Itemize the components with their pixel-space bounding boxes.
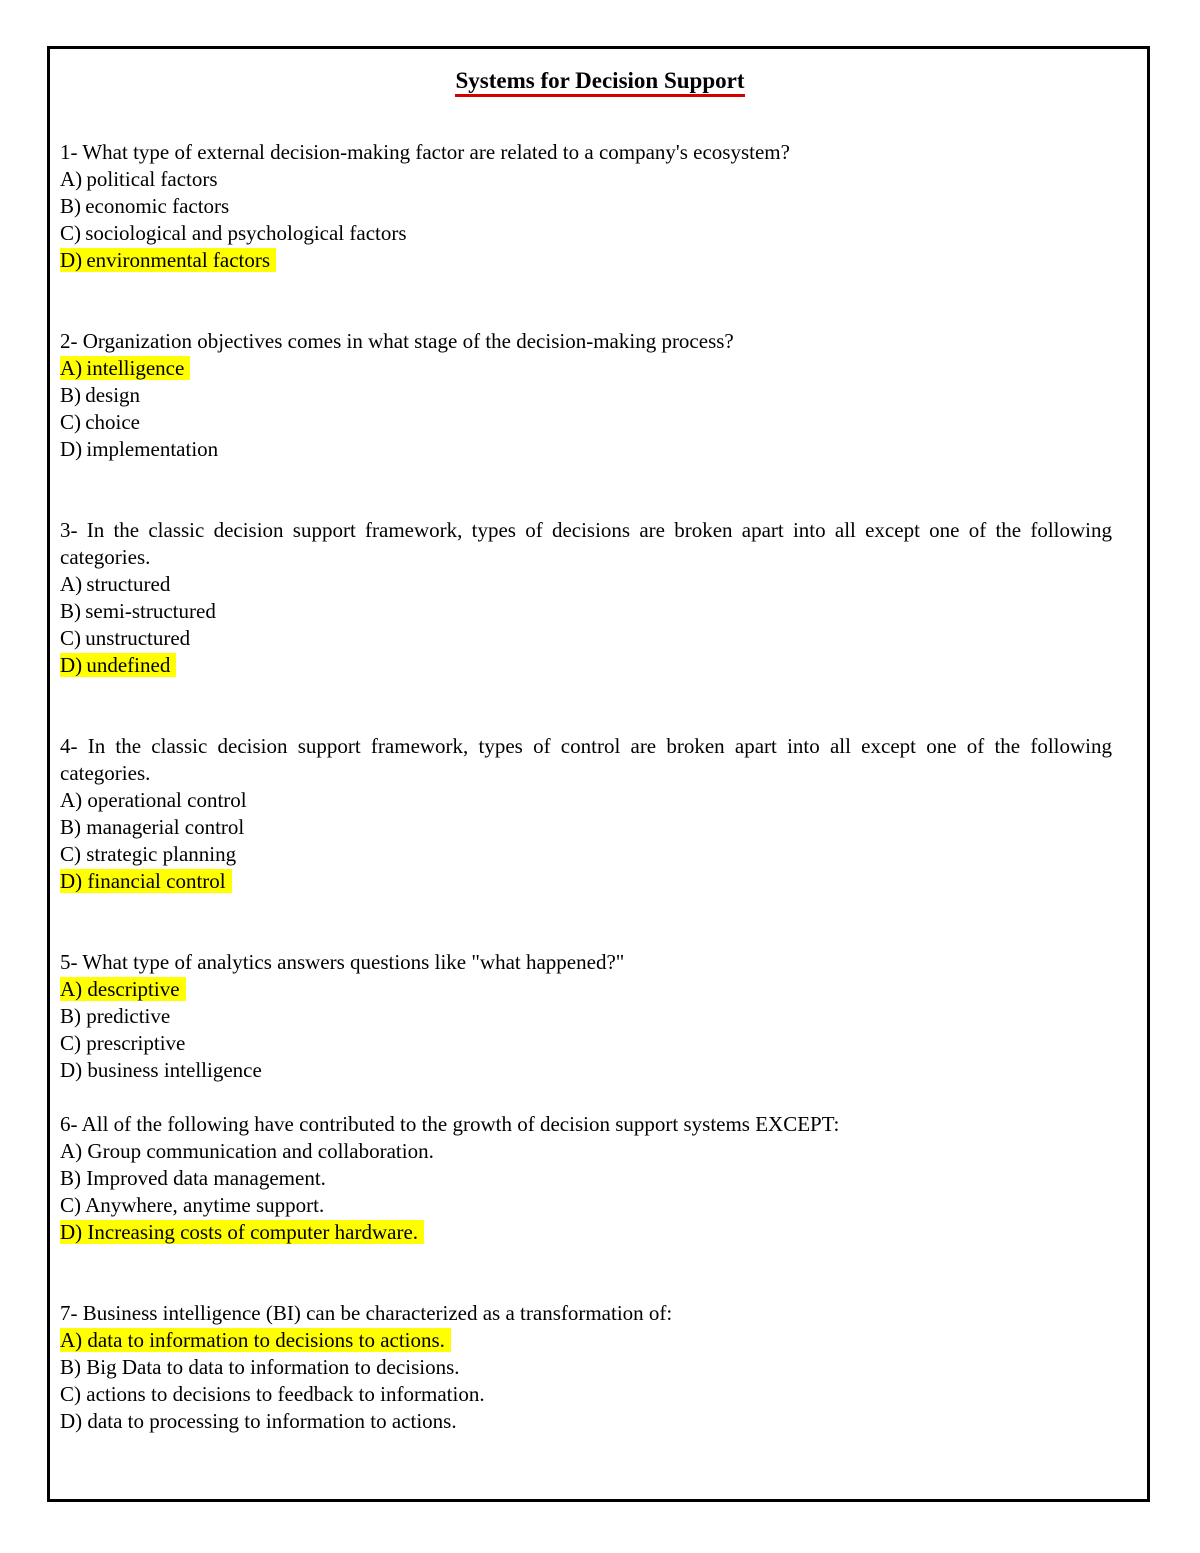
- question-4-option-c: C) strategic planning: [60, 842, 237, 866]
- question-7-option-a-answer: A) data to information to decisions to actions.: [60, 1327, 1112, 1354]
- question-2: [60, 328, 1112, 463]
- question-2-option-d: D) implementation: [60, 437, 219, 461]
- spacer: [60, 463, 1112, 517]
- question-4-option-b: B) managerial control: [60, 815, 245, 839]
- question-5-option-d: D) business intelligence: [60, 1058, 262, 1082]
- question-3-option-b: B) semi-structured: [60, 599, 216, 623]
- question-3: [60, 517, 1112, 679]
- question-7-option-b: B) Big Data to data to information to decisions.: [60, 1355, 460, 1379]
- question-7: [60, 1300, 1112, 1435]
- question-3-option-d-answer: D) undefined: [60, 652, 1112, 679]
- document-title: [0, 66, 1200, 97]
- question-4: [60, 733, 1112, 895]
- question-6: [60, 1111, 1112, 1246]
- question-5-option-c: C) prescriptive: [60, 1031, 186, 1055]
- question-6-option-d-answer: D) Increasing costs of computer hardware.: [60, 1219, 1112, 1246]
- question-1-option-b: B) economic factors: [60, 194, 230, 218]
- question-1-option-d-answer: D) environmental factors: [60, 247, 1112, 274]
- question-3-option-c: C) unstructured: [60, 626, 191, 650]
- question-5-text: 5- What type of analytics answers questions like "what happened?": [60, 950, 625, 974]
- question-4-option-a: A) operational control: [60, 788, 247, 812]
- question-6-text: 6- All of the following have contributed to the growth of decision support systems EXCEPT:: [60, 1112, 840, 1136]
- question-6-option-a: A) Group communication and collaboration.: [60, 1139, 434, 1163]
- spacer: [60, 895, 1112, 949]
- question-2-option-c: C) choice: [60, 410, 141, 434]
- question-2-text: 2- Organization objectives comes in what stage of the decision-making process?: [60, 329, 734, 353]
- question-4-option-d-answer: D) financial control: [60, 868, 1112, 895]
- question-1: [60, 139, 1112, 274]
- question-1-text: 1- What type of external decision-making factor are related to a company's ecosystem?: [60, 140, 790, 164]
- question-7-text: 7- Business intelligence (BI) can be characterized as a transformation of:: [60, 1301, 673, 1325]
- question-list: [60, 139, 1112, 1435]
- spacer: [60, 679, 1112, 733]
- question-2-option-a-answer: A) intelligence: [60, 355, 1112, 382]
- question-7-option-d: D) data to processing to information to actions.: [60, 1409, 457, 1433]
- question-3-option-a: A) structured: [60, 572, 171, 596]
- question-3-text: 3- In the classic decision support framework, types of decisions are broken apart into all except one of the following categories.: [60, 518, 1112, 569]
- question-6-option-c: C) Anywhere, anytime support.: [60, 1193, 325, 1217]
- spacer: [60, 1084, 1112, 1111]
- question-1-option-a: A) political factors: [60, 167, 218, 191]
- question-2-option-b: B) design: [60, 383, 141, 407]
- question-5-option-b: B) predictive: [60, 1004, 171, 1028]
- question-5: [60, 949, 1112, 1084]
- question-6-option-b: B) Improved data management.: [60, 1166, 326, 1190]
- question-4-text: 4- In the classic decision support framework, types of control are broken apart into all except one of the following categories.: [60, 734, 1112, 785]
- question-5-option-a-answer: A) descriptive: [60, 976, 1112, 1003]
- spacer: [60, 274, 1112, 328]
- question-1-option-c: C) sociological and psychological factors: [60, 221, 407, 245]
- spacer: [60, 1246, 1112, 1300]
- document-title-text: Systems for Decision Support: [455, 68, 744, 97]
- question-7-option-c: C) actions to decisions to feedback to information.: [60, 1382, 485, 1406]
